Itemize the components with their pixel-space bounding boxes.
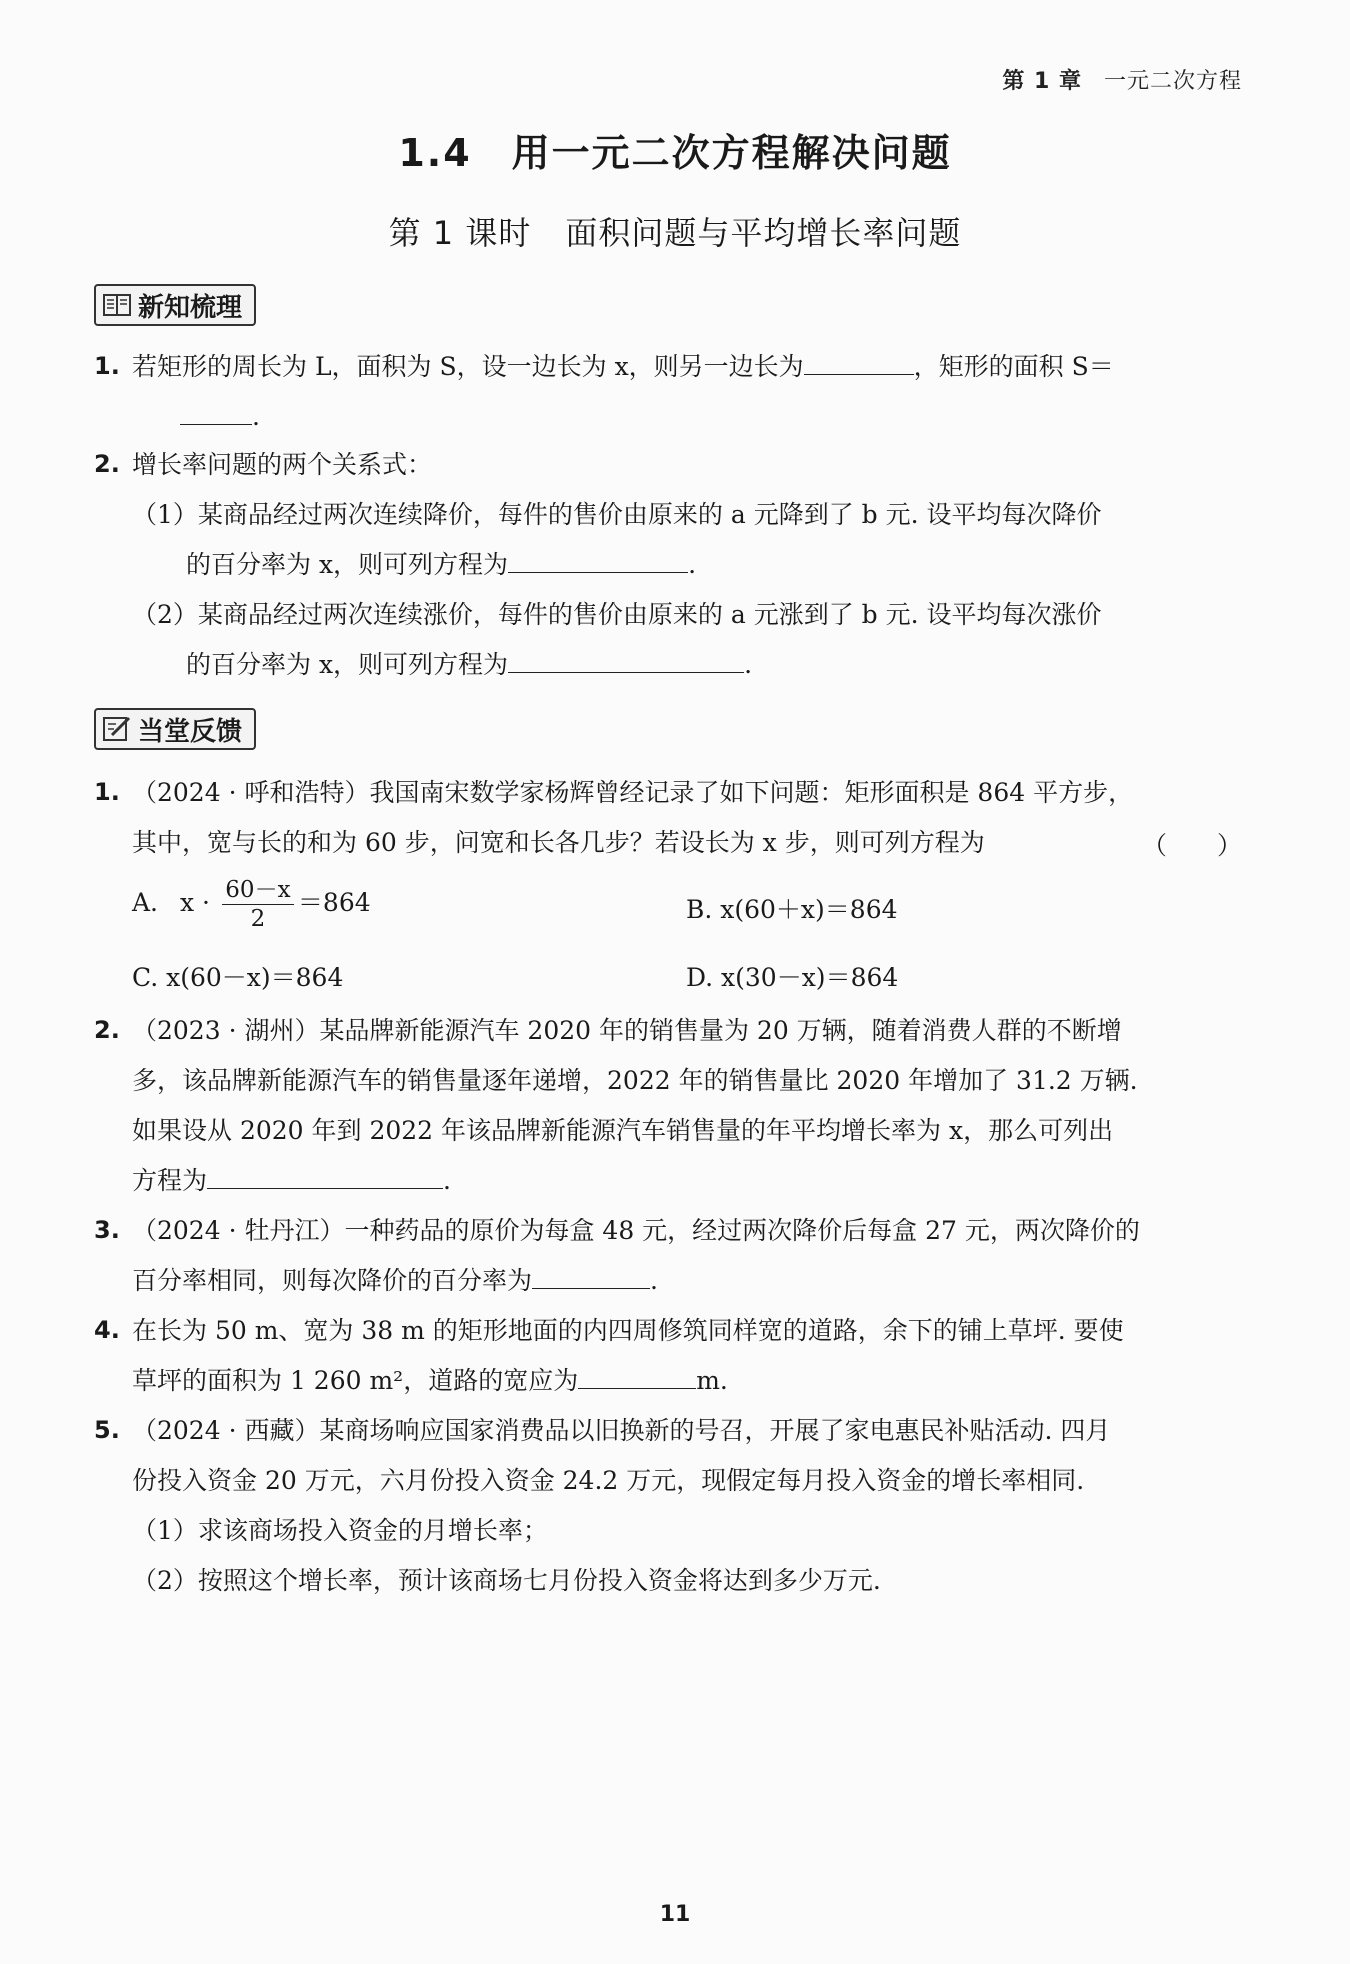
- book-icon: [102, 291, 132, 319]
- question-text: [132, 1264, 658, 1298]
- question-text: （2024 · 呼和浩特）我国南宋数学家杨辉曾经记录了如下问题：矩形面积是 864 平方步，: [132, 778, 1134, 807]
- question-text: 如果设从 2020 年到 2022 年该品牌新能源汽车销售量的年平均增长率为 x，那么可列出: [132, 1116, 1114, 1145]
- option-d[interactable]: D. x(30－x)＝864: [686, 963, 899, 992]
- lesson-label: 第 1 课时: [388, 214, 532, 252]
- question-subpart: （2）某商品经过两次连续涨价，每件的售价由原来的 a 元涨到了 b 元. 设平均每次涨价: [132, 600, 1102, 629]
- question-subpart: （1）某商品经过两次连续降价，每件的售价由原来的 a 元降到了 b 元. 设平均每次降价: [132, 500, 1102, 529]
- question-number: 2.: [94, 450, 120, 478]
- question-text-segment: .: [688, 550, 697, 579]
- section-tag-new-knowledge: [94, 284, 256, 326]
- question-text-segment: .: [252, 402, 260, 431]
- lesson-title-text: 面积问题与平均增长率问题: [565, 214, 962, 252]
- option-a[interactable]: [132, 876, 371, 933]
- question-text-segment: 百分率相同，则每次降价的百分率为: [132, 1266, 533, 1295]
- question-text: [132, 1364, 728, 1398]
- question-text: 增长率问题的两个关系式：: [132, 450, 433, 479]
- question-subpart: （2）按照这个增长率，预计该商场七月份投入资金将达到多少万元.: [132, 1566, 881, 1595]
- question-number: 5.: [94, 1416, 120, 1444]
- question-text-segment: 若矩形的周长为 L，面积为 S，设一边长为 x，则另一边长为: [132, 352, 804, 381]
- pencil-note-icon: [102, 715, 132, 743]
- question-text: [180, 400, 260, 434]
- answer-blank[interactable]: [532, 1264, 650, 1289]
- question-text-segment: .: [443, 1166, 451, 1195]
- fraction: [222, 876, 294, 933]
- answer-blank[interactable]: [508, 548, 688, 573]
- option-expression: ＝864: [297, 888, 371, 917]
- question-subpart: （1）求该商场投入资金的月增长率；: [132, 1516, 548, 1545]
- question-text-segment: .: [744, 650, 753, 679]
- question-number: 1.: [94, 778, 120, 806]
- question-text-segment: 的百分率为 x，则可列方程为: [186, 650, 509, 679]
- question-text-segment: 草坪的面积为 1 260 m²，道路的宽应为: [132, 1366, 579, 1395]
- answer-blank[interactable]: [578, 1364, 696, 1389]
- question-text: （2023 · 湖州）某品牌新能源汽车 2020 年的销售量为 20 万辆，随着消费人群的不断增: [132, 1016, 1122, 1045]
- question-text: [132, 1164, 451, 1198]
- answer-blank[interactable]: [180, 400, 252, 425]
- question-number: 2.: [94, 1016, 120, 1044]
- fraction-numerator: 60－x: [225, 877, 291, 903]
- section-tag-class-feedback: [94, 708, 256, 750]
- option-b[interactable]: B. x(60＋x)＝864: [686, 895, 898, 924]
- answer-blank[interactable]: [804, 350, 914, 375]
- question-subpart: [186, 548, 696, 582]
- option-expression: x ·: [179, 888, 210, 917]
- question-text: 份投入资金 20 万元，六月份投入资金 24.2 万元，现假定每月投入资金的增长率相同.: [132, 1466, 1085, 1495]
- question-text: （2024 · 牡丹江）一种药品的原价为每盒 48 元，经过两次降价后每盒 27 元，两次降价的: [132, 1216, 1140, 1245]
- question-number: 1.: [94, 352, 120, 380]
- question-text-segment: 的百分率为 x，则可列方程为: [186, 550, 509, 579]
- section-title: [0, 122, 1350, 177]
- section-number: 1.4: [398, 131, 472, 175]
- lesson-title: [0, 208, 1350, 254]
- section-tag-label: 当堂反馈: [138, 716, 243, 747]
- answer-blank[interactable]: [508, 648, 744, 673]
- running-head: [1002, 64, 1242, 95]
- question-text-segment: ，矩形的面积 S＝: [913, 352, 1114, 381]
- question-text: 多，该品牌新能源汽车的销售量逐年递增，2022 年的销售量比 2020 年增加了 31.2 万辆.: [132, 1066, 1138, 1095]
- option-label: A.: [132, 888, 159, 917]
- chapter-number: 第 1 章: [1002, 69, 1082, 94]
- section-title-text: 用一元二次方程解决问题: [511, 131, 952, 175]
- section-tag-label: 新知梳理: [138, 292, 243, 323]
- answer-parentheses[interactable]: （ ）: [1141, 831, 1242, 860]
- question-subpart: [186, 648, 752, 682]
- question-text: [132, 350, 1114, 384]
- question-text-segment: 方程为: [132, 1166, 208, 1195]
- question-text-segment: m.: [696, 1366, 728, 1395]
- question-text: 其中，宽与长的和为 60 步，问宽和长各几步？若设长为 x 步，则可列方程为: [132, 828, 985, 857]
- answer-blank[interactable]: [207, 1164, 443, 1189]
- option-c[interactable]: C. x(60－x)＝864: [132, 963, 344, 992]
- page-number: 11: [659, 1902, 691, 1927]
- question-text: 在长为 50 m、宽为 38 m 的矩形地面的内四周修筑同样宽的道路，余下的铺上草坪. 要使: [132, 1316, 1124, 1345]
- fraction-denominator: 2: [250, 906, 266, 932]
- chapter-title: 一元二次方程: [1103, 69, 1242, 94]
- question-number: 3.: [94, 1216, 120, 1244]
- question-text: （2024 · 西藏）某商场响应国家消费品以旧换新的号召，开展了家电惠民补贴活动. 四月: [132, 1416, 1111, 1445]
- question-text-segment: .: [650, 1266, 658, 1295]
- question-number: 4.: [94, 1316, 120, 1344]
